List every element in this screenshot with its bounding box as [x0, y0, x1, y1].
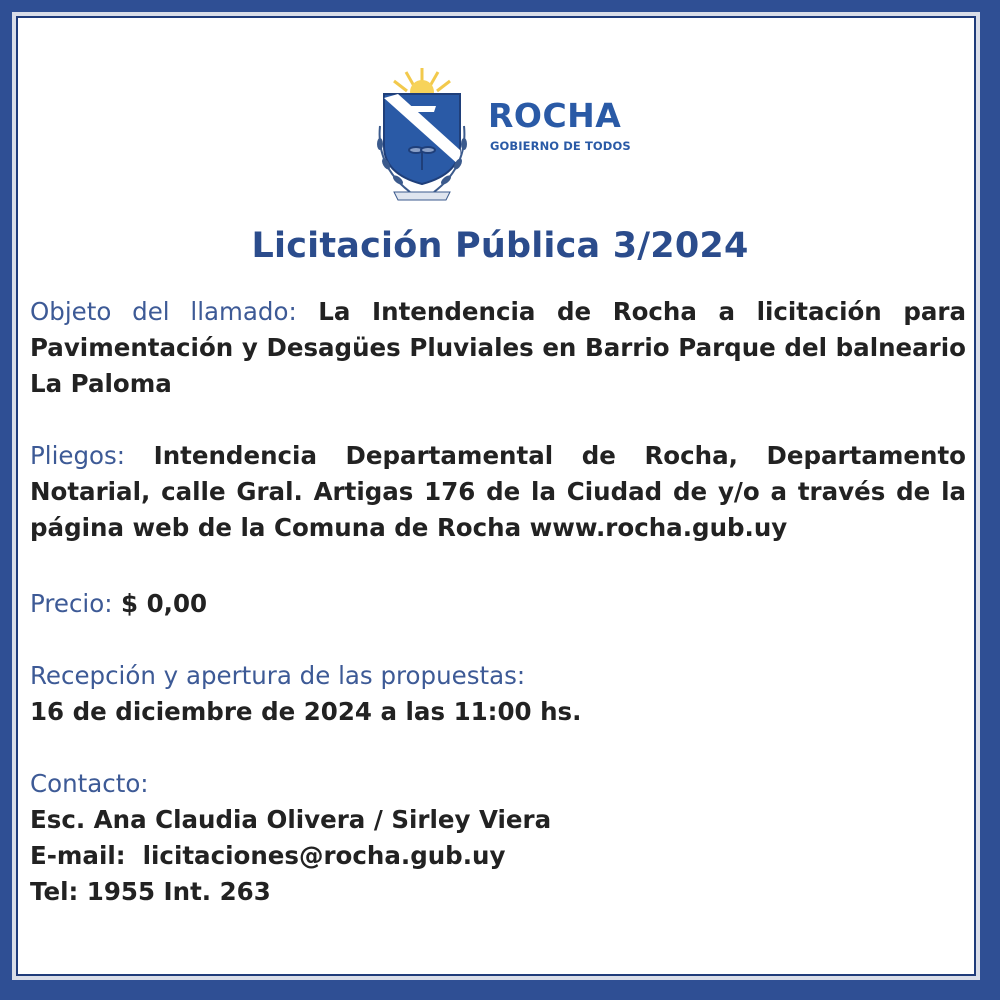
objeto-text: La Intendencia de Rocha a licitación para Pavimentación y Desagües Pluviales en Barrio Parque del balneario La Paloma: [30, 297, 966, 398]
precio-value: $ 0,00: [121, 589, 208, 618]
pliegos-section: [30, 438, 966, 546]
contacto-names: Esc. Ana Claudia Olivera / Sirley Viera: [30, 805, 552, 834]
objeto-label: Objeto del llamado:: [30, 297, 297, 326]
coat-of-arms-icon: [376, 66, 486, 206]
pliegos-text: Intendencia Departamental de Rocha, Departamento Notarial, calle Gral. Artigas 176 de la Ciudad de y/o a través de la página web de la Comuna de Rocha www.rocha.gub.uy: [30, 441, 966, 542]
page-title: Licitación Pública 3/2024: [251, 226, 749, 266]
logo-name: ROCHA: [488, 96, 622, 135]
logo-tagline: GOBIERNO DE TODOS: [490, 139, 631, 153]
recepcion-value: 16 de diciembre de 2024 a las 11:00 hs.: [30, 697, 582, 726]
recepcion-label: Recepción y apertura de las propuestas:: [30, 661, 526, 690]
contacto-section: [30, 766, 966, 910]
notice-frame: [12, 12, 980, 980]
rocha-logo: [376, 66, 666, 206]
precio-section: [30, 586, 966, 622]
contacto-label: Contacto:: [30, 769, 149, 798]
objeto-section: [30, 294, 966, 402]
contacto-email: E-mail: licitaciones@rocha.gub.uy: [30, 841, 506, 870]
recepcion-section: [30, 658, 966, 730]
precio-label: Precio:: [30, 589, 113, 618]
pliegos-label: Pliegos:: [30, 441, 126, 470]
contacto-phone: Tel: 1955 Int. 263: [30, 877, 271, 906]
